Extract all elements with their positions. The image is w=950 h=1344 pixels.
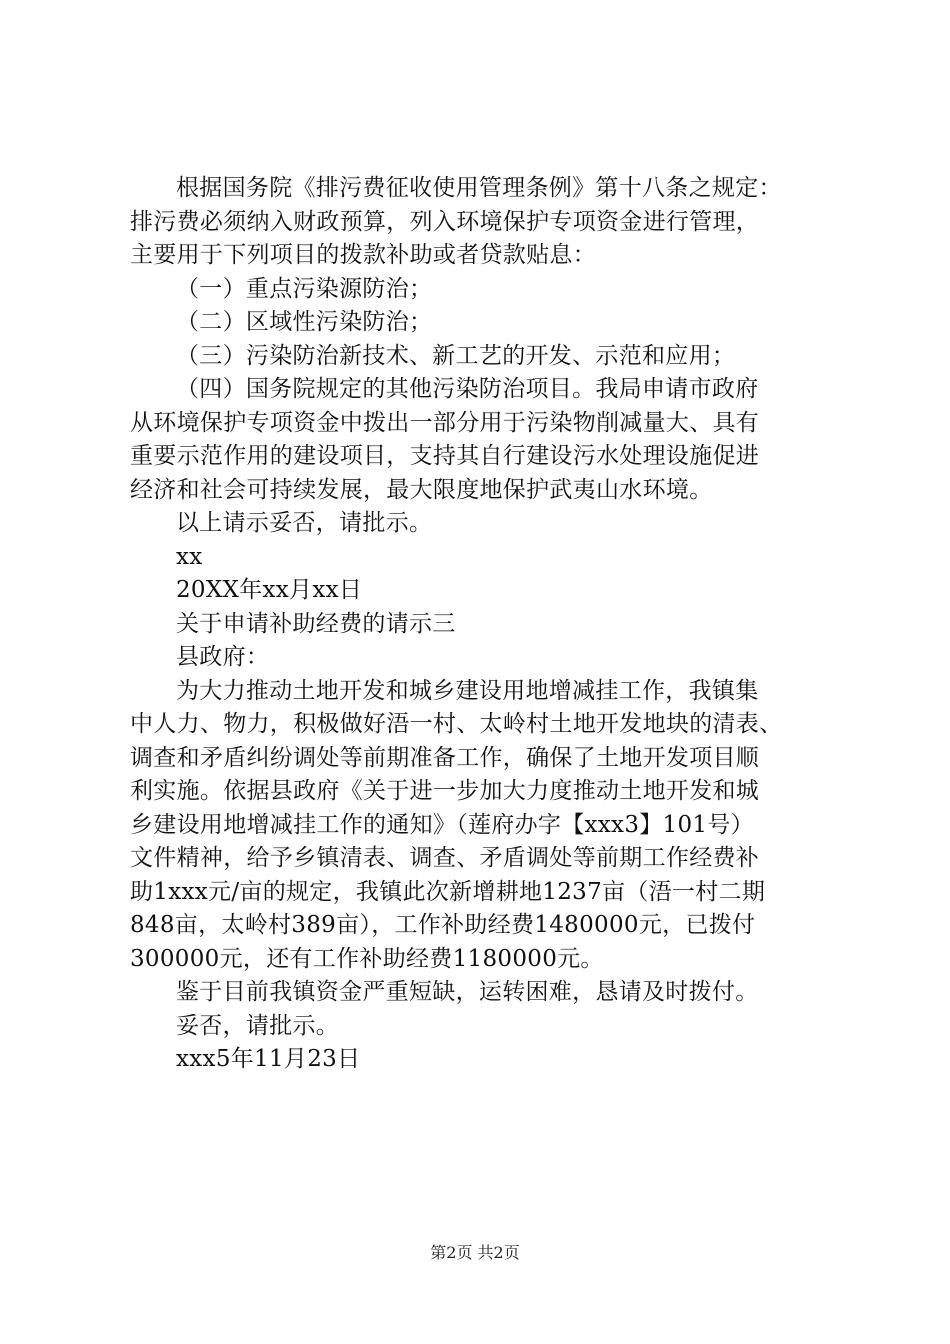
addressee-line: 县政府： xyxy=(176,644,270,670)
text-line: （一）重点污染源防治； xyxy=(176,275,433,302)
text-line: 根据国务院《排污费征收使用管理条例》第十八条之规定： xyxy=(176,175,782,201)
text-line: 重要示范作用的建设项目，支持其自行建设污水处理设施促进 xyxy=(130,443,760,469)
text-line: 鉴于目前我镇资金严重短缺，运转困难，恳请及时拨付。 xyxy=(176,979,759,1005)
section-title: 关于申请补助经费的请示三 xyxy=(176,610,456,637)
date-line: 20XX年xx月xx日 xyxy=(176,577,363,603)
text-line: （三）污染防治新技术、新工艺的开发、示范和应用； xyxy=(176,342,736,369)
text-line: 848亩，太岭村389亩），工作补助经费1480000元，已拨付 xyxy=(130,912,756,938)
text-line: （二）区域性污染防治； xyxy=(176,309,433,335)
text-line: 调查和矛盾纠纷调处等前期准备工作，确保了土地开发项目顺 xyxy=(130,744,760,771)
text-line: 乡建设用地增减挂工作的通知》（莲府办字【xxx3】101号） xyxy=(130,811,754,838)
text-line: 中人力、物力，积极做好浯一村、太岭村土地开发地块的清表、 xyxy=(130,711,783,737)
page-number-footer: 第2页 共2页 xyxy=(430,1243,520,1262)
text-line: 经济和社会可持续发展，最大限度地保护武夷山水环境。 xyxy=(130,476,713,503)
document-body xyxy=(130,172,860,1077)
text-line: 300000元，还有工作补助经费1180000元。 xyxy=(130,945,604,972)
text-line: 文件精神，给予乡镇清表、调查、矛盾调处等前期工作经费补 xyxy=(130,845,760,871)
text-line: 排污费必须纳入财政预算，列入环境保护专项资金进行管理， xyxy=(130,208,760,235)
date-line: xxx5年11月23日 xyxy=(176,1046,361,1072)
text-line: 妥否，请批示。 xyxy=(176,1012,340,1039)
text-line: 从环境保护专项资金中拨出一部分用于污染物削减量大、具有 xyxy=(130,409,760,436)
signature-line: xx xyxy=(176,543,203,570)
text-line: 以上请示妥否，请批示。 xyxy=(176,510,433,536)
text-line: 为大力推动土地开发和城乡建设用地增减挂工作，我镇集 xyxy=(176,677,759,704)
text-line: 助1xxx元/亩的规定，我镇此次新增耕地1237亩（浯一村二期 xyxy=(130,878,766,905)
text-line: 主要用于下列项目的拨款补助或者贷款贴息： xyxy=(130,242,596,268)
text-line: 利实施。依据县政府《关于进一步加大力度推动土地开发和城 xyxy=(130,778,760,804)
text-line: （四）国务院规定的其他污染防治项目。我局申请市政府 xyxy=(176,376,759,402)
